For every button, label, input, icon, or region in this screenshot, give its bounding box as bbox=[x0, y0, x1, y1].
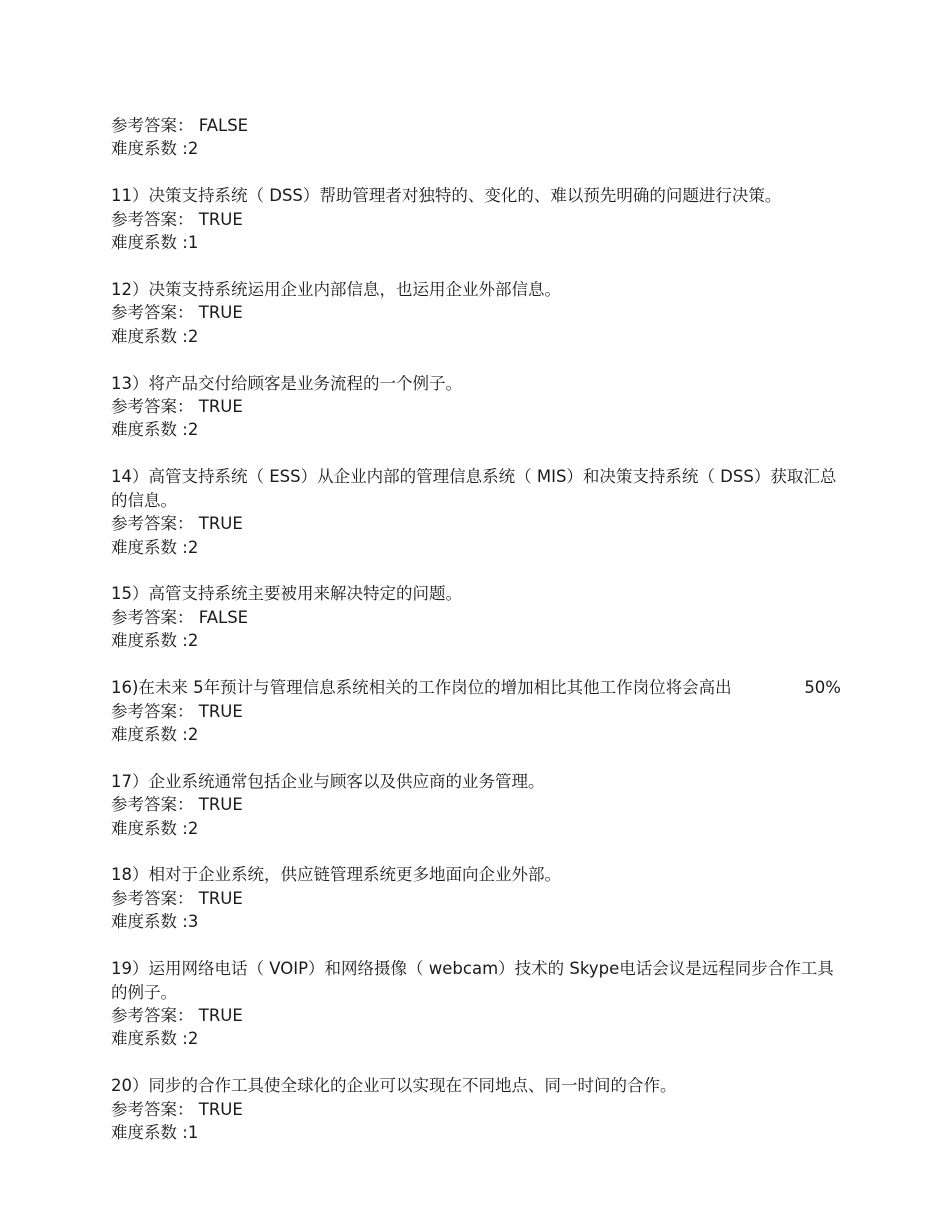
document-page bbox=[111, 114, 841, 1168]
difficulty-value: 2 bbox=[187, 420, 199, 440]
difficulty-line bbox=[111, 418, 841, 441]
answer-line bbox=[111, 700, 841, 723]
answer-line bbox=[111, 1004, 841, 1027]
question-text: 13）将产品交付给顾客是业务流程的一个例子。 bbox=[111, 373, 462, 393]
question-block-12 bbox=[111, 278, 841, 348]
answer-value: TRUE bbox=[198, 1099, 243, 1119]
difficulty-label: 难度系数 : bbox=[111, 912, 188, 932]
answer-line bbox=[111, 301, 841, 324]
question-block-18 bbox=[111, 863, 841, 933]
difficulty-label: 难度系数 : bbox=[111, 537, 188, 557]
difficulty-label: 难度系数 : bbox=[111, 420, 188, 440]
difficulty-label: 难度系数 : bbox=[111, 1123, 188, 1143]
difficulty-line bbox=[111, 137, 841, 160]
question-text bbox=[111, 676, 841, 699]
answer-value: TRUE bbox=[198, 701, 243, 721]
answer-label: 参考答案： bbox=[111, 607, 194, 627]
difficulty-value: 3 bbox=[187, 912, 199, 932]
answer-label: 参考答案： bbox=[111, 116, 194, 135]
question-text: 12）决策支持系统运用企业内部信息，也运用企业外部信息。 bbox=[111, 279, 561, 299]
answer-line bbox=[111, 395, 841, 418]
difficulty-label: 难度系数 : bbox=[111, 1029, 188, 1049]
answer-value: TRUE bbox=[198, 303, 243, 323]
answer-line bbox=[111, 114, 841, 137]
question-main: 16)在未来 5年预计与管理信息系统相关的工作岗位的增加相比其他工作岗位将会高出 bbox=[111, 678, 732, 698]
difficulty-value: 1 bbox=[187, 1123, 199, 1143]
difficulty-line bbox=[111, 629, 841, 652]
difficulty-label: 难度系数 : bbox=[111, 631, 188, 651]
answer-line bbox=[111, 887, 841, 910]
answer-label: 参考答案： bbox=[111, 397, 194, 417]
difficulty-line bbox=[111, 1027, 841, 1050]
difficulty-label: 难度系数 : bbox=[111, 818, 188, 838]
difficulty-line bbox=[111, 723, 841, 746]
answer-label: 参考答案： bbox=[111, 303, 194, 323]
difficulty-value: 2 bbox=[187, 724, 199, 744]
question-block-17 bbox=[111, 770, 841, 840]
question-block-15 bbox=[111, 582, 841, 652]
question-text: 20）同步的合作工具使全球化的企业可以实现在不同地点、同一时间的合作。 bbox=[111, 1076, 677, 1096]
answer-value: TRUE bbox=[198, 1005, 243, 1025]
question-block-19 bbox=[111, 957, 841, 1051]
question-block-20 bbox=[111, 1074, 841, 1144]
difficulty-line bbox=[111, 536, 841, 559]
question-text: 11）决策支持系统（ DSS）帮助管理者对独特的、变化的、难以预先明确的问题进行决策。 bbox=[111, 186, 782, 206]
difficulty-label: 难度系数 : bbox=[111, 724, 188, 744]
difficulty-line bbox=[111, 817, 841, 840]
question-text: 18）相对于企业系统，供应链管理系统更多地面向企业外部。 bbox=[111, 865, 561, 885]
answer-value: TRUE bbox=[198, 514, 243, 534]
difficulty-value: 2 bbox=[187, 326, 199, 346]
answer-label: 参考答案： bbox=[111, 1099, 194, 1119]
answer-label: 参考答案： bbox=[111, 888, 194, 908]
difficulty-value: 2 bbox=[187, 631, 199, 651]
answer-line bbox=[111, 208, 841, 231]
answer-value: FALSE bbox=[198, 607, 249, 627]
question-block-16 bbox=[111, 676, 841, 746]
difficulty-value: 2 bbox=[187, 1029, 199, 1049]
question-text: 17）企业系统通常包括企业与顾客以及供应商的业务管理。 bbox=[111, 771, 545, 791]
difficulty-label: 难度系数 : bbox=[111, 233, 188, 253]
difficulty-label: 难度系数 : bbox=[111, 139, 188, 159]
question-block-10 bbox=[111, 114, 841, 161]
question-text: 14）高管支持系统（ ESS）从企业内部的管理信息系统（ MIS）和决策支持系统（ DSS）获取汇总的信息。 bbox=[111, 467, 837, 510]
difficulty-line bbox=[111, 325, 841, 348]
answer-value: TRUE bbox=[198, 795, 243, 815]
answer-label: 参考答案： bbox=[111, 701, 194, 721]
difficulty-value: 2 bbox=[187, 537, 199, 557]
answer-line bbox=[111, 1098, 841, 1121]
answer-line bbox=[111, 606, 841, 629]
difficulty-value: 2 bbox=[187, 818, 199, 838]
difficulty-value: 2 bbox=[187, 139, 199, 159]
question-block-13 bbox=[111, 372, 841, 442]
answer-line bbox=[111, 793, 841, 816]
question-block-11 bbox=[111, 184, 841, 254]
answer-label: 参考答案： bbox=[111, 795, 194, 815]
question-text: 15）高管支持系统主要被用来解决特定的问题。 bbox=[111, 584, 462, 604]
answer-value: TRUE bbox=[198, 397, 243, 417]
answer-value: TRUE bbox=[198, 209, 243, 229]
question-text: 19）运用网络电话（ VOIP）和网络摄像（ webcam）技术的 Skype电话会议是远程同步合作工具的例子。 bbox=[111, 959, 834, 1002]
answer-label: 参考答案： bbox=[111, 514, 194, 534]
answer-label: 参考答案： bbox=[111, 209, 194, 229]
difficulty-line bbox=[111, 910, 841, 933]
difficulty-value: 1 bbox=[187, 233, 199, 253]
answer-line bbox=[111, 512, 841, 535]
answer-value: TRUE bbox=[198, 888, 243, 908]
difficulty-line bbox=[111, 231, 841, 254]
difficulty-line bbox=[111, 1121, 841, 1144]
answer-label: 参考答案： bbox=[111, 1005, 194, 1025]
difficulty-label: 难度系数 : bbox=[111, 326, 188, 346]
question-block-14 bbox=[111, 465, 841, 559]
question-tail: 50% bbox=[804, 678, 841, 698]
answer-value: FALSE bbox=[198, 116, 249, 135]
